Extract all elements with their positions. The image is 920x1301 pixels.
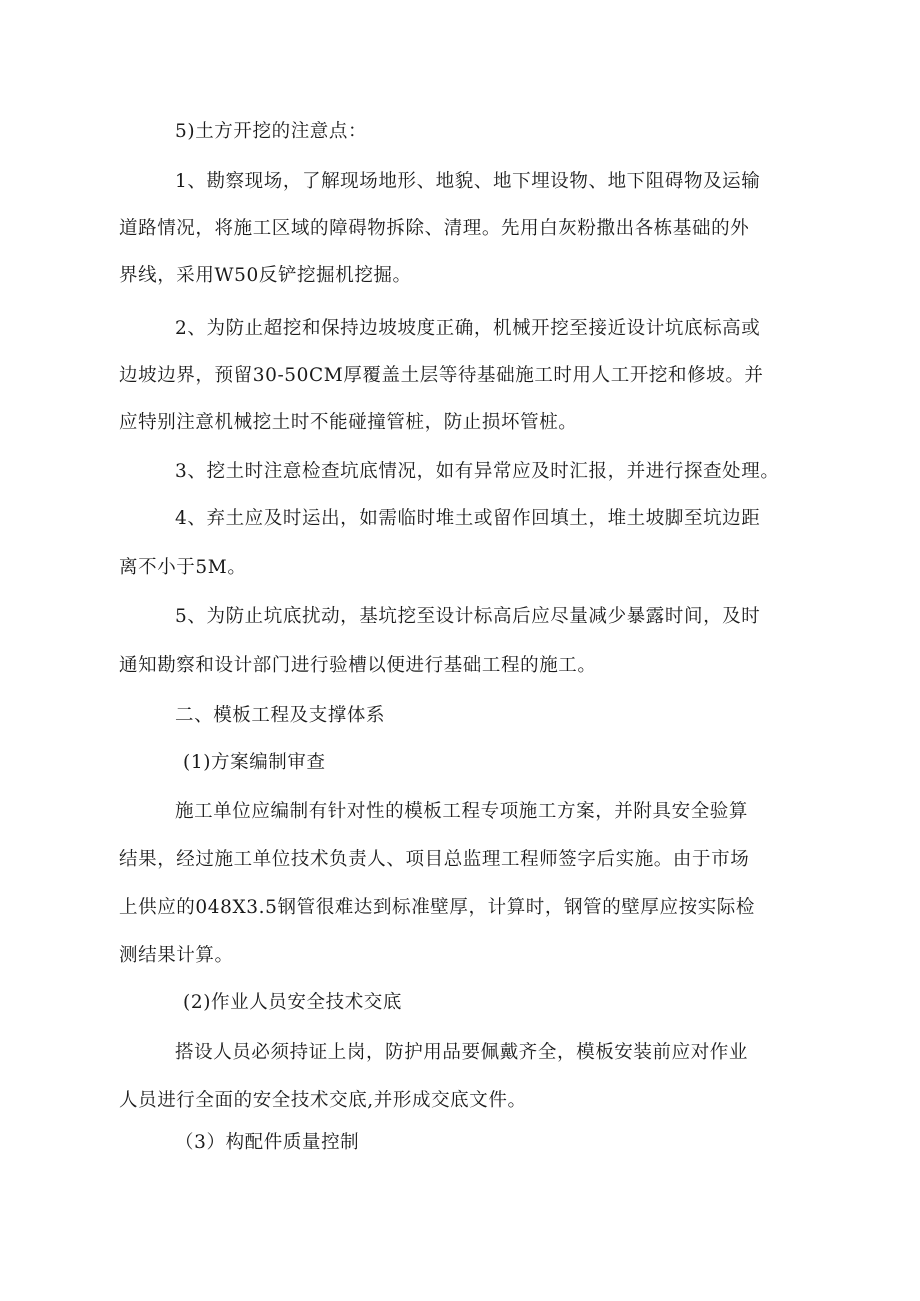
paragraph-6-line-4: 测结果计算。 — [119, 945, 234, 966]
paragraph-1-line-2: 道路情况，将施工区域的障碍物拆除、清理。先用白灰粉撒出各栋基础的外 — [119, 218, 750, 239]
paragraph-5-line-2: 通知勘察和设计部门进行验槽以便进行基础工程的施工。 — [119, 655, 597, 676]
subheading-component-quality: （3）构配件质量控制 — [175, 1132, 360, 1153]
paragraph-4-line-2: 离不小于5M。 — [119, 557, 247, 578]
paragraph-7-line-2: 人员进行全面的安全技术交底,并形成交底文件。 — [119, 1090, 527, 1111]
paragraph-6-line-2: 结果，经过施工单位技术负责人、项目总监理工程师签字后实施。由于市场 — [119, 849, 750, 870]
paragraph-5-line-1: 5、为防止坑底扰动，基坑挖至设计标高后应尽量减少暴露时间，及时 — [175, 606, 761, 627]
paragraph-2-line-3: 应特别注意机械挖土时不能碰撞管桩，防止损坏管桩。 — [119, 412, 578, 433]
paragraph-6-line-1: 施工单位应编制有针对性的模板工程专项施工方案，并附具安全验算 — [175, 801, 749, 822]
subheading-worker-briefing: (2)作业人员安全技术交底 — [183, 992, 403, 1013]
paragraph-7-line-1: 搭设人员必须持证上岗，防护用品要佩戴齐全，模板安装前应对作业 — [175, 1042, 749, 1063]
paragraph-6-line-3: 上供应的048X3.5钢管很难达到标准壁厚，计算时，钢管的壁厚应按实际检 — [119, 897, 756, 918]
paragraph-3-line-1: 3、挖土时注意检查坑底情况，如有异常应及时汇报，并进行探查处理。 — [175, 461, 780, 482]
section-heading-earthwork-notes: 5)土方开挖的注意点： — [175, 121, 368, 142]
paragraph-2-line-1: 2、为防止超挖和保持边坡坡度正确，机械开挖至接近设计坑底标高或 — [175, 318, 761, 339]
section-heading-formwork: 二、模板工程及支撑体系 — [175, 705, 386, 726]
subheading-plan-review: (1)方案编制审查 — [183, 752, 326, 773]
paragraph-1-line-1: 1、勘察现场，了解现场地形、地貌、地下埋设物、地下阻碍物及运输 — [175, 171, 761, 192]
paragraph-1-line-3: 界线，采用W50反铲挖掘机挖掘。 — [119, 265, 412, 286]
paragraph-4-line-1: 4、弃土应及时运出，如需临时堆土或留作回填土，堆土坡脚至坑边距 — [175, 508, 761, 529]
paragraph-2-line-2: 边坡边界，预留30-50CM厚覆盖土层等待基础施工时用人工开挖和修坡。并 — [119, 365, 764, 386]
